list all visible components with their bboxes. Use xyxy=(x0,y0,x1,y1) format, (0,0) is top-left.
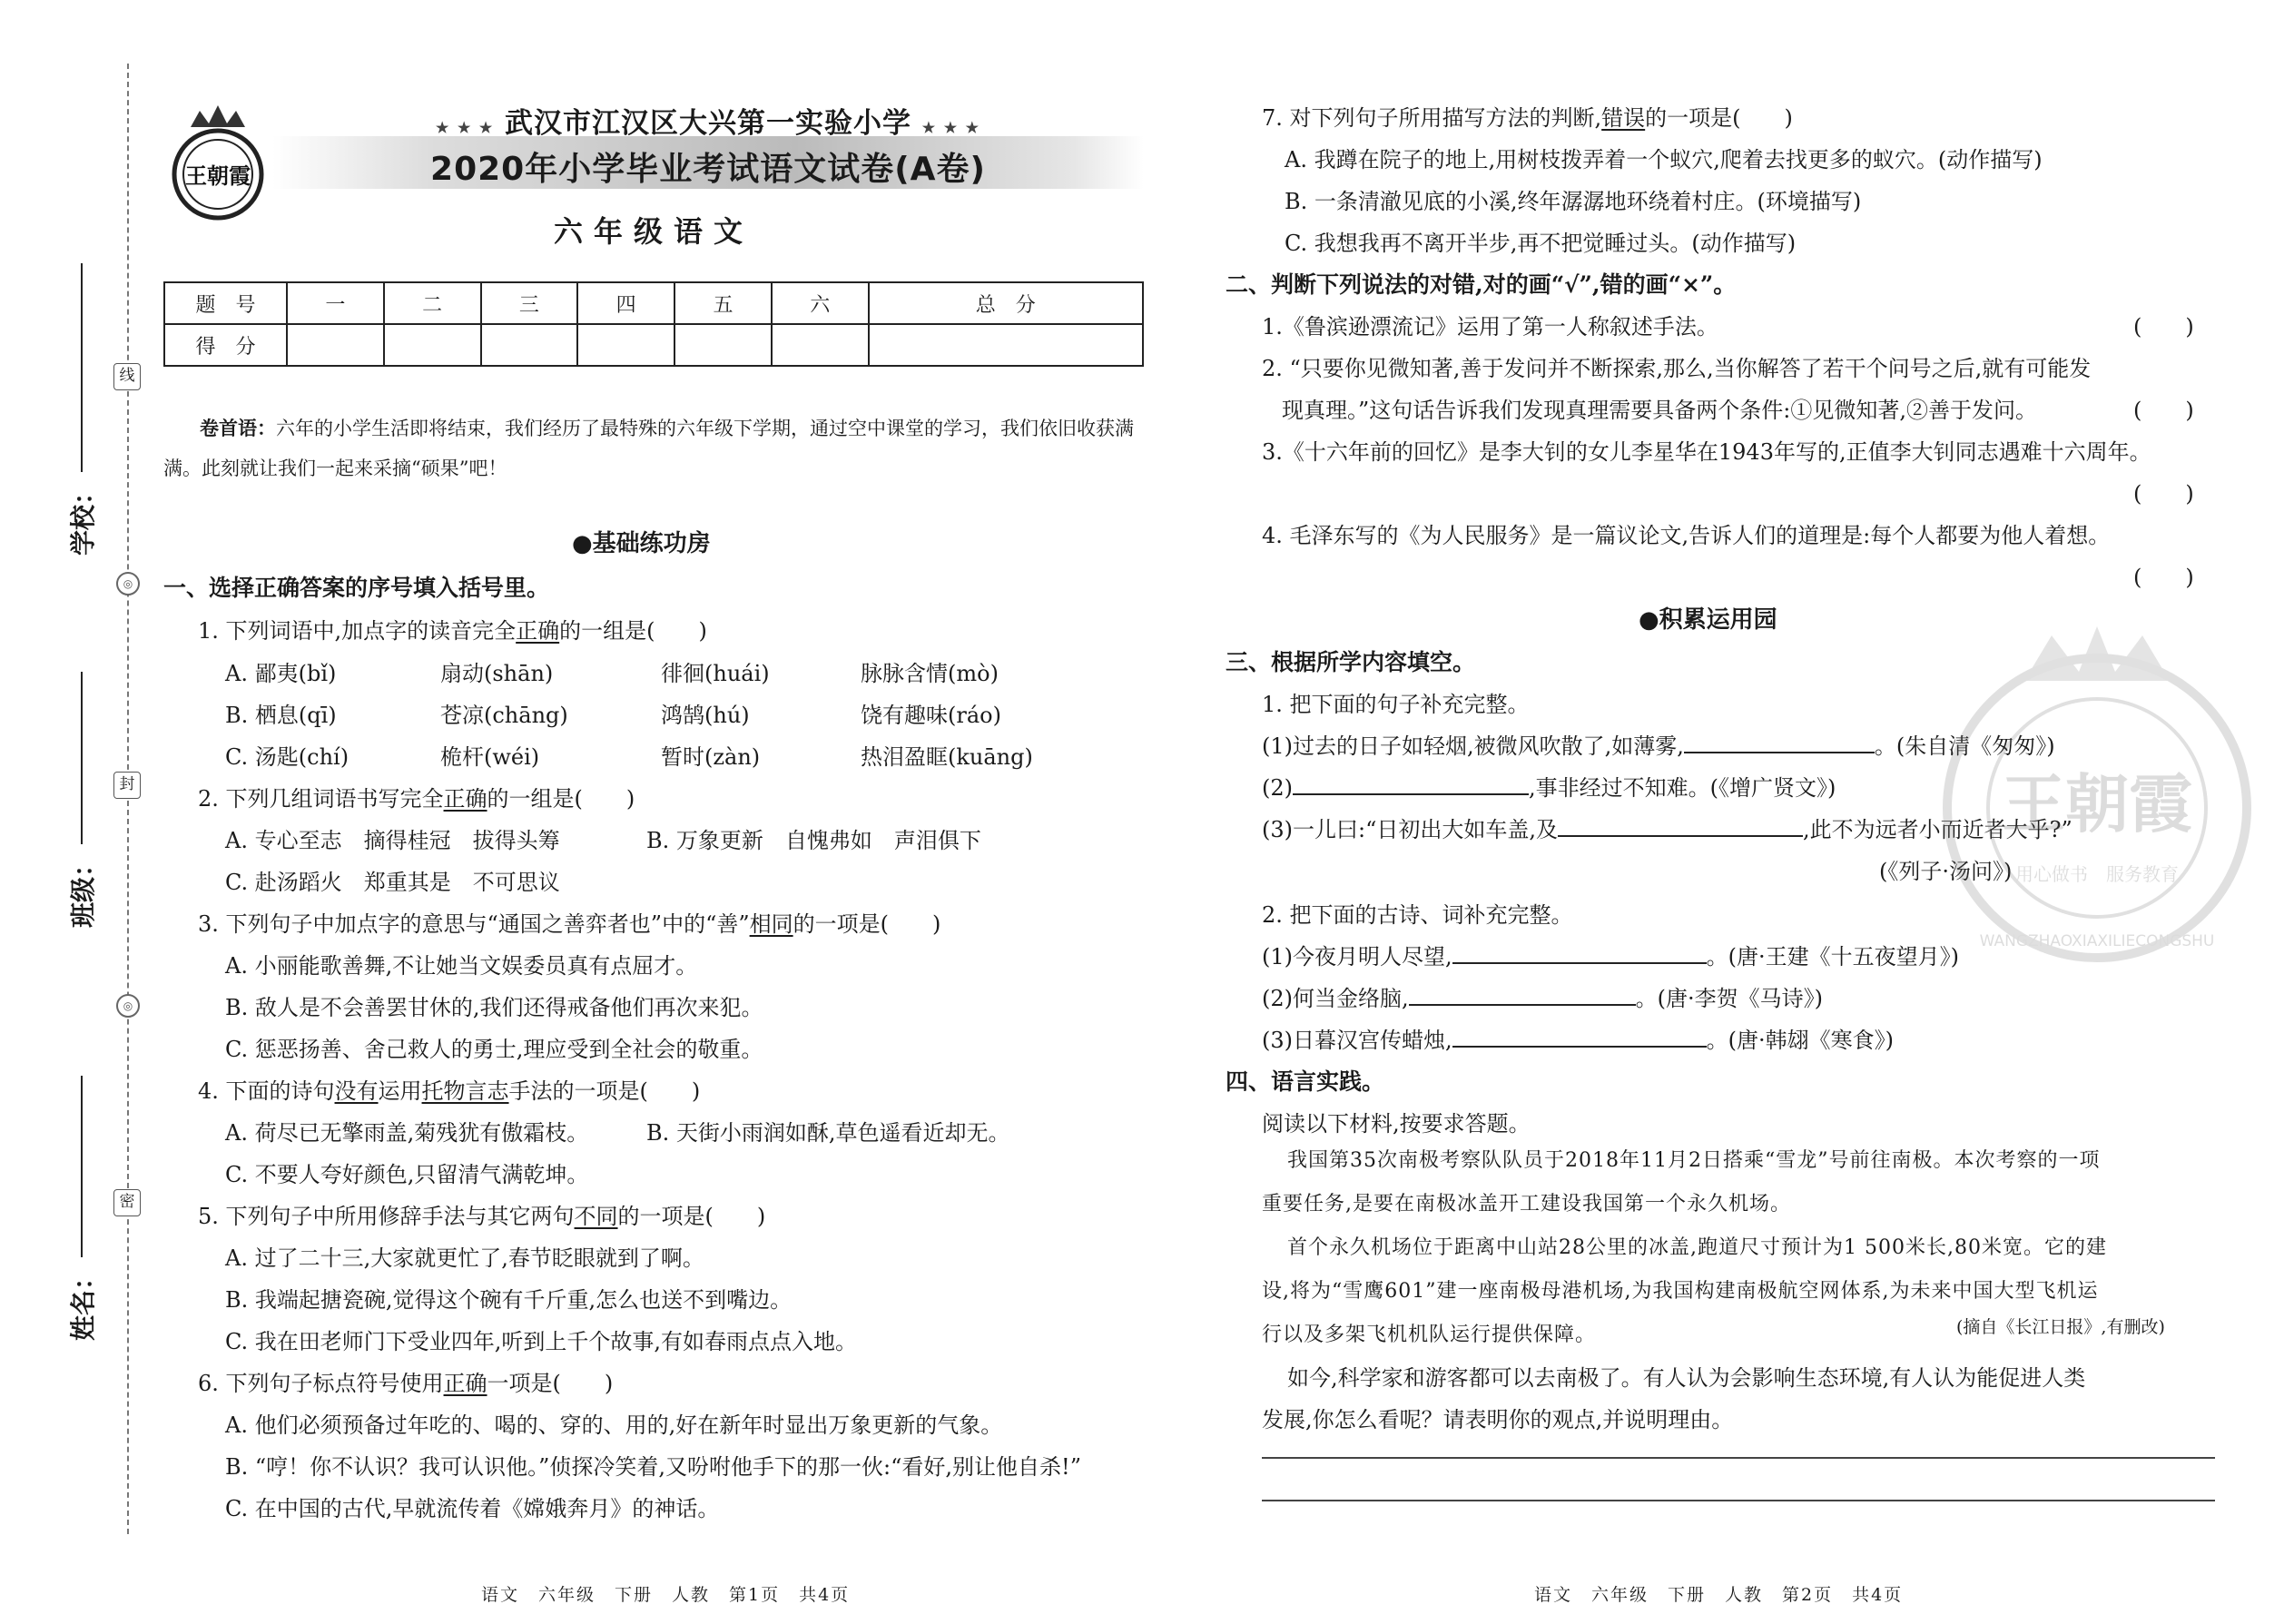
judge-2-answer[interactable]: ( ) xyxy=(2133,398,2194,423)
poem-3: (3)日暮汉宫传蜡烛, 。(唐·韩翃《寒食》) xyxy=(1262,1022,1894,1054)
publisher-logo-icon xyxy=(168,100,268,227)
table-cell: 四 xyxy=(577,282,674,324)
watermark-ring: WANGZHAOXIAXILIECONGSHU xyxy=(1979,932,2215,950)
practice-question-line-2: 发展,你怎么看呢？请表明你的观点,并说明理由。 xyxy=(1262,1407,1734,1432)
exam-header xyxy=(163,91,1144,249)
judge-4: 4. 毛泽东写的《为人民服务》是一篇议论文,告诉人们的道理是:每个人都要为他人着想。 xyxy=(1262,523,2111,548)
q6-option-a: A. 他们必须预备过年吃的、喝的、穿的、用的,好在新年时显出万象更新的气象。 xyxy=(225,1412,1003,1438)
school-field[interactable] xyxy=(64,263,100,556)
logo-text: 王朝霞 xyxy=(185,162,251,189)
judge-2-line-2: 现真理。”这句话告诉我们发现真理需要具备两个条件:①见微知著,②善于发问。 xyxy=(1282,398,2037,423)
part4-title: 四、语言实践。 xyxy=(1226,1068,1385,1095)
question-4: 4. 下面的诗句没有运用托物言志手法的一项是( ) xyxy=(198,1078,701,1104)
score-cell[interactable] xyxy=(384,324,481,366)
poem-1-blank[interactable] xyxy=(1452,940,1707,964)
q1-option-c-2: 桅杆(wéi) xyxy=(440,744,540,770)
q1-option-b-4: 饶有趣味(ráo) xyxy=(861,703,1001,728)
table-cell: 六 xyxy=(772,282,869,324)
fill-1-blank[interactable] xyxy=(1684,730,1875,753)
passage-line: 我国第35次南极考察队队员于2018年11月2日搭乘“雪龙”号前往南极。本次考察的一项 xyxy=(1287,1149,2101,1172)
judge-1: 1.《鲁滨逊漂流记》运用了第一人称叙述手法。 xyxy=(1262,314,1718,340)
question-2: 2. 下列几组词语书写完全正确的一组是( ) xyxy=(198,786,635,812)
table-cell: 得 分 xyxy=(164,324,287,366)
score-cell[interactable] xyxy=(481,324,578,366)
section-title-basics: ●基础练功房 xyxy=(572,530,711,557)
binding-dashed-line xyxy=(127,64,129,1534)
fill-3-blank[interactable] xyxy=(1558,813,1803,837)
q6-option-b: B. “哼！你不认识？我可认识他。”侦探冷笑着,又吩咐他手下的那一伙:“看好,别让他自杀!” xyxy=(225,1454,1081,1480)
exam-subtitle: 六年级语文 xyxy=(553,214,753,249)
part1-title: 一、选择正确答案的序号填入括号里。 xyxy=(163,575,550,601)
score-cell[interactable] xyxy=(772,324,869,366)
q2-option-c: C. 赴汤蹈火 郑重其是 不可思议 xyxy=(225,870,560,895)
score-table-score-row xyxy=(164,324,1143,366)
poem-2: (2)何当金络脑, 。(唐·李贺《马诗》) xyxy=(1262,980,1823,1012)
q1-option-b-2: 苍凉(chāng) xyxy=(440,703,568,728)
practice-question-line-1: 如今,科学家和游客都可以去南极了。有人认为会影响生态环境,有人认为能促进人类 xyxy=(1287,1365,2086,1391)
question-7: 7. 对下列句子所用描写方法的判断,错误的一项是( ) xyxy=(1262,105,1793,131)
watermark-stamp-icon xyxy=(1925,617,2269,962)
table-cell: 一 xyxy=(287,282,384,324)
watermark-text: 王朝霞 xyxy=(2002,766,2192,842)
school-name: ★ ★ ★ 武汉市江汉区大兴第一实验小学 ★ ★ ★ xyxy=(436,107,980,140)
q1-option-b-3: 鸿鹄(hú) xyxy=(661,703,750,728)
q7-option-b: B. 一条清澈见底的小溪,终年潺潺地环绕着村庄。(环境描写) xyxy=(1285,189,1862,214)
passage-line: 设,将为“雪鹰601”建一座南极母港机场,为我国构建南极航空网体系,为未来中国大型飞机运 xyxy=(1262,1280,2099,1303)
binding-margin xyxy=(0,0,145,1624)
poem-2-blank[interactable] xyxy=(1409,982,1636,1006)
table-cell: 题 号 xyxy=(164,282,287,324)
preface-label: 卷首语： xyxy=(200,417,276,439)
passage-source: (摘自《长江日报》,有删改) xyxy=(1956,1317,2165,1337)
q7-option-a: A. 我蹲在院子的地上,用树枝拨弄着一个蚁穴,爬着去找更多的蚁穴。(动作描写) xyxy=(1285,147,2043,172)
question-1: 1. 下列词语中,加点字的读音完全正确的一组是( ) xyxy=(198,618,707,644)
preface-text: 六年的小学生活即将结束，我们经历了最特殊的六年级下学期，通过空中课堂的学习，我们依旧收获满满。此刻就让我们一起来采摘“硕果”吧！ xyxy=(163,418,1134,479)
question-6: 6. 下列句子标点符号使用正确一项是( ) xyxy=(198,1371,614,1396)
poem-1: (1)今夜月明人尽望, 。(唐·王建《十五夜望月》) xyxy=(1262,939,1959,970)
name-label: 姓名： xyxy=(69,1264,98,1342)
judge-4-answer[interactable]: ( ) xyxy=(2133,565,2194,590)
q4-option-c: C. 不要人夸好颜色,只留清气满乾坤。 xyxy=(225,1162,589,1187)
class-field[interactable] xyxy=(64,672,100,929)
table-cell: 三 xyxy=(481,282,578,324)
q1-option-c-4: 热泪盈眶(kuāng) xyxy=(861,744,1033,770)
page-footer-left: 语文 六年级 下册 人教 第1页 共4页 xyxy=(481,1585,851,1605)
q1-option-a-1: A. 鄙夷(bǐ) xyxy=(225,661,337,686)
q5-option-c: C. 我在田老师门下受业四年,听到上千个故事,有如春雨点点入地。 xyxy=(225,1329,858,1354)
class-label: 班级： xyxy=(69,851,98,929)
binding-hole-icon: ◎ xyxy=(116,994,140,1018)
passage-line: 首个永久机场位于距离中山站28公里的冰盖,跑道尺寸预计为1 500米长,80米宽。它的建 xyxy=(1287,1236,2107,1259)
judge-2-line-1: 2. “只要你见微知著,善于发问并不断探索,那么,当你解答了若干个问号之后,就有可能发 xyxy=(1262,356,2092,381)
q1-option-c-3: 暂时(zàn) xyxy=(661,744,761,770)
table-cell: 五 xyxy=(674,282,772,324)
fill-sub1-title: 1. 把下面的句子补充完整。 xyxy=(1262,692,1530,717)
question-3: 3. 下列句子中加点字的意思与“通国之善弈者也”中的“善”相同的一项是( ) xyxy=(198,911,941,937)
q1-option-b-1: B. 栖息(qī) xyxy=(225,703,337,728)
name-field[interactable] xyxy=(64,1076,100,1342)
judge-1-answer[interactable]: ( ) xyxy=(2133,314,2194,340)
judge-3: 3.《十六年前的回忆》是李大钊的女儿李星华在1943年写的,正值李大钊同志遇难十六周年。 xyxy=(1262,439,2151,465)
binding-mark-seal: 封 xyxy=(113,772,141,799)
fill-1: (1)过去的日子如轻烟,被微风吹散了,如薄雾, 。(朱自清《匆匆》) xyxy=(1262,728,2055,760)
exam-title: 2020年小学毕业考试语文试卷(A卷) xyxy=(430,151,986,188)
score-cell[interactable] xyxy=(287,324,384,366)
watermark-slogan: 用心做书 服务教育 xyxy=(2015,863,2179,885)
fill-sub2-title: 2. 把下面的古诗、词补充完整。 xyxy=(1262,902,1573,928)
q1-option-c-1: C. 汤匙(chí) xyxy=(225,744,350,770)
q7-option-c: C. 我想我再不离开半步,再不把觉睡过头。(动作描写) xyxy=(1285,231,1797,256)
preface xyxy=(163,408,1144,488)
fill-2: (2) ,事非经过不知难。(《增广贤文》) xyxy=(1262,770,1836,802)
poem-3-blank[interactable] xyxy=(1452,1024,1707,1048)
answer-line[interactable] xyxy=(1262,1457,2215,1459)
fill-2-blank[interactable] xyxy=(1293,772,1529,795)
table-cell: 二 xyxy=(384,282,481,324)
q5-option-b: B. 我端起搪瓷碗,觉得这个碗有千斤重,怎么也送不到嘴边。 xyxy=(225,1287,793,1313)
q3-option-a: A. 小丽能歌善舞,不让她当文娱委员真有点屈才。 xyxy=(225,953,698,979)
page-footer-right: 语文 六年级 下册 人教 第2页 共4页 xyxy=(1534,1585,1904,1605)
fill-3: (3)一儿曰:“日初出大如车盖,及 ,此不为远者小而近者大乎?” xyxy=(1262,812,2072,843)
part4-instruction: 阅读以下材料,按要求答题。 xyxy=(1262,1111,1531,1137)
judge-3-answer[interactable]: ( ) xyxy=(2133,481,2194,507)
q3-option-c: C. 惩恶扬善、舍己救人的勇士,理应受到全社会的敬重。 xyxy=(225,1037,763,1062)
q2-option-b: B. 万象更新 自愧弗如 声泪俱下 xyxy=(646,828,981,853)
passage-line: 行以及多架飞机机队运行提供保障。 xyxy=(1262,1324,1597,1346)
q2-option-a: A. 专心至志 摘得桂冠 拔得头筹 xyxy=(225,828,560,853)
q5-option-a: A. 过了二十三,大家就更忙了,春节眨眼就到了啊。 xyxy=(225,1245,704,1271)
q4-option-b: B. 天街小雨润如酥,草色遥看近却无。 xyxy=(646,1120,1010,1146)
binding-hole-icon: ◎ xyxy=(116,572,140,595)
q3-option-b: B. 敌人是不会善罢甘休的,我们还得戒备他们再次来犯。 xyxy=(225,995,763,1020)
school-label: 学校： xyxy=(69,478,98,556)
q1-option-a-2: 扇动(shān) xyxy=(440,661,554,686)
section-title-accumulation: ●积累运用园 xyxy=(1639,606,1777,634)
binding-mark-cover: 密 xyxy=(113,1189,141,1216)
score-cell[interactable] xyxy=(577,324,674,366)
binding-mark-line: 线 xyxy=(113,363,141,390)
q1-option-a-4: 脉脉含情(mò) xyxy=(861,661,999,686)
answer-line[interactable] xyxy=(1262,1500,2215,1501)
part3-title: 三、根据所学内容填空。 xyxy=(1226,649,1476,675)
table-cell: 总 分 xyxy=(869,282,1143,324)
fill-3-source: (《列子·汤问》) xyxy=(1879,859,2013,884)
part2-title: 二、判断下列说法的对错,对的画“√”,错的画“×”。 xyxy=(1226,271,1737,298)
score-cell[interactable] xyxy=(674,324,772,366)
score-cell[interactable] xyxy=(869,324,1143,366)
question-5: 5. 下列句子中所用修辞手法与其它两句不同的一项是( ) xyxy=(198,1204,766,1229)
q4-option-a: A. 荷尽已无擎雨盖,菊残犹有傲霜枝。 xyxy=(225,1120,589,1146)
q6-option-c: C. 在中国的古代,早就流传着《嫦娥奔月》的神话。 xyxy=(225,1496,720,1521)
q1-option-a-3: 徘徊(huái) xyxy=(661,661,770,686)
score-table-header-row xyxy=(164,282,1143,324)
score-table xyxy=(163,281,1144,367)
passage-line: 重要任务,是要在南极冰盖开工建设我国第一个永久机场。 xyxy=(1262,1193,1791,1216)
